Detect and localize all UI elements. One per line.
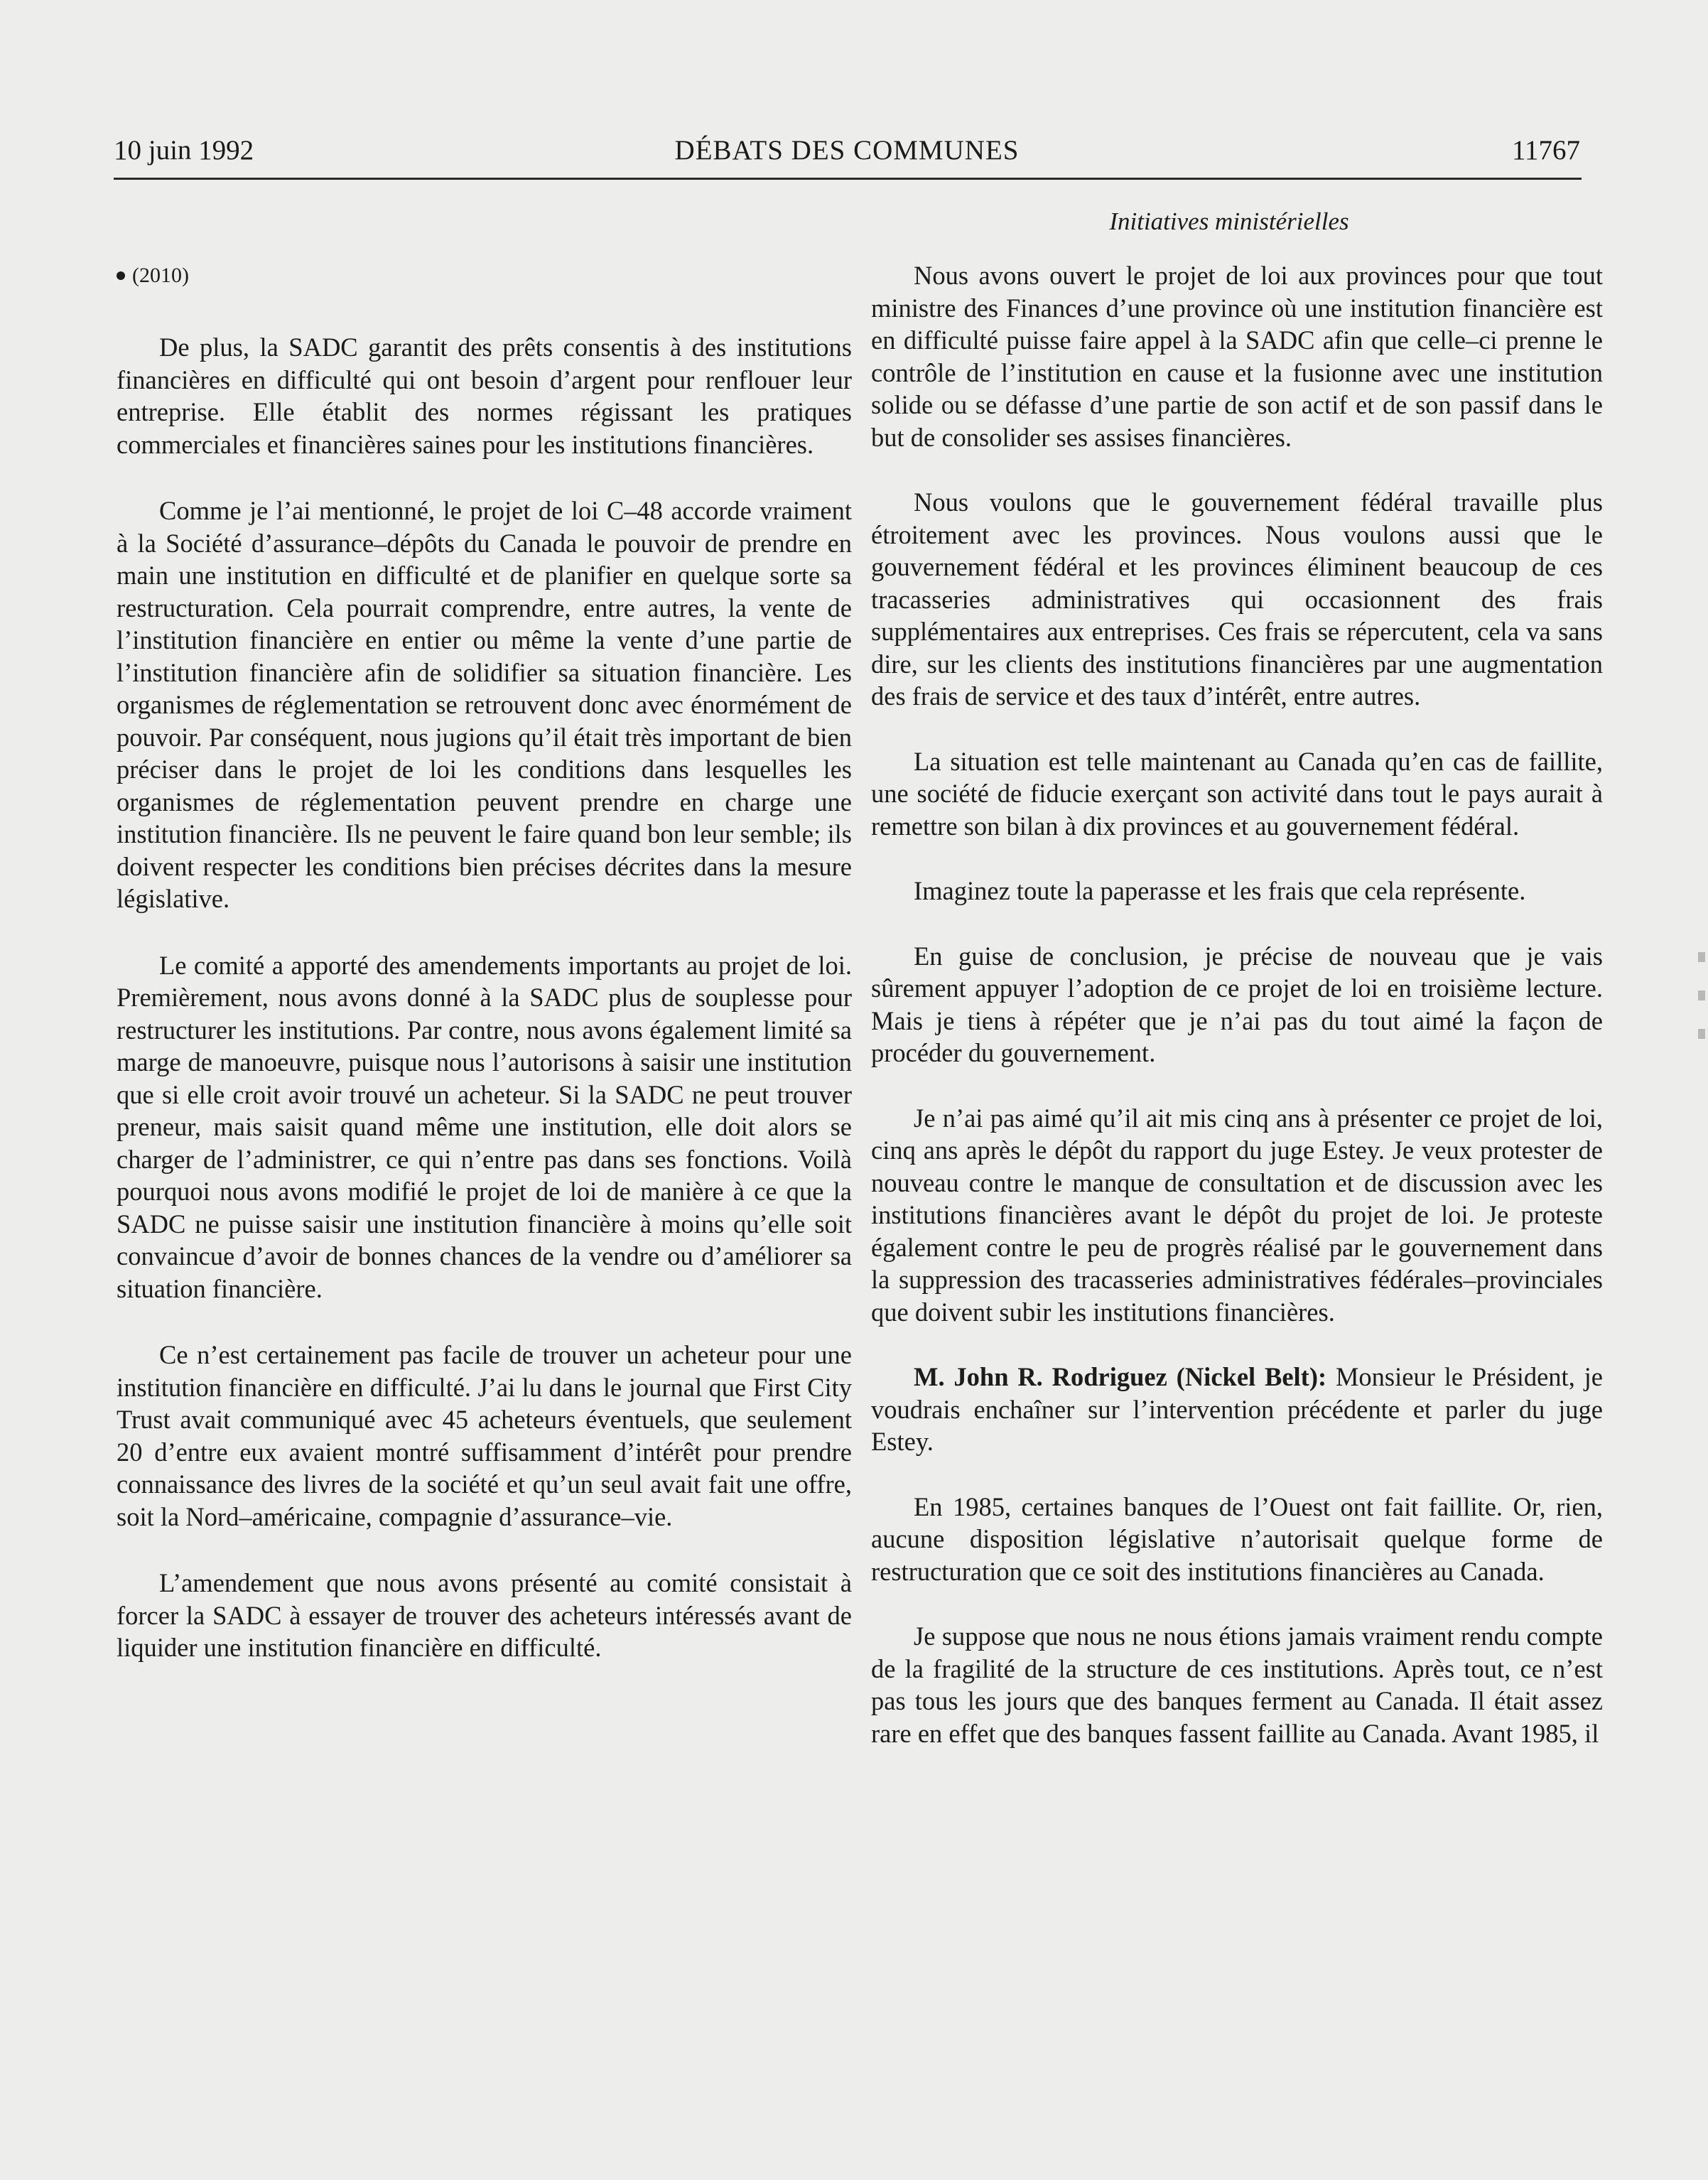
paragraph: En guise de conclusion, je précise de nouveau que je vais sûrement appuyer l’adoption de ce projet de loi en troisième lecture. Mais je tiens à répéter que je n’ai pas du tout aimé la façon de procéder du gouvernement. <box>871 941 1603 1067</box>
paragraph: Ce n’est certainement pas facile de trouver un acheteur pour une institution financière en difficulté. J’ai lu dans le journal que First City Trust avait communiqué avec 45 acheteurs éventuels, que seulement 20 d’entre eux avaient montré suffisamment d’intérêt pour prendre connaissance des livres de la société et qu’un seul avait fait une offre, soit la Nord–américaine, compagnie d’assurance–vie. <box>117 1340 852 1531</box>
paragraph: De plus, la SADC garantit des prêts consentis à des institutions financières en difficulté qui ont besoin d’argent pour renflouer leur entreprise. Elle établit des normes régissant les pratiques commerciales et financières saines pour les institutions financières. <box>117 333 852 459</box>
header-rule <box>114 178 1582 180</box>
paragraph: Je suppose que nous ne nous étions jamais vraiment rendu compte de la fragilité de la structure de ces institutions. Après tout, ce n’est pas tous les jours que des banques ferment au Canada. Il était assez rare en effet que des banques fassent faillite au Canada. Avant 1985, il <box>871 1621 1603 1748</box>
header-page-number: 11767 <box>1511 135 1580 166</box>
speaker-name: M. John R. Rodriguez (Nickel Belt): <box>914 1362 1327 1391</box>
time-mark <box>117 261 852 290</box>
paragraph: Imaginez toute la paperasse et les frais que cela représente. <box>914 876 1526 905</box>
time-mark-text: (2010) <box>132 264 189 287</box>
paragraph: Nous voulons que le gouvernement fédéral travaille plus étroitement avec les provinces. Nous voulons aussi que le gouvernement fédéral et les provinces éliminent beaucoup de ces tracasseries administratives qui occasionnent des frais supplémentaires aux entreprises. Ces frais se répercutent, cela va sans dire, sur les clients des institutions financières par une augmentation des frais de service et des taux d’intérêt, entre autres. <box>871 487 1603 711</box>
bullet-icon <box>117 271 125 280</box>
page-header <box>114 135 1580 175</box>
paragraph: Le comité a apporté des amendements importants au projet de loi. Premièrement, nous avons donné à la SADC plus de souplesse pour restructurer les institutions. Par contre, nous avons également limité sa marge de manoeuvre, puisque nous l’autorisons à saisir une institution que si elle croit avoir trouvé un acheteur. Si la SADC ne peut trouver preneur, mais saisit quand même une institution, elle doit alors se charger de l’administrer, ce qui n’entre pas dans ses fonctions. Voilà pourquoi nous avons modifié le projet de loi de manière à ce que la SADC ne puisse saisir une institution financière à moins qu’elle soit convaincue d’avoir de bonnes chances de la vendre ou d’améliorer sa situation financière. <box>117 950 852 1303</box>
speaker-paragraph <box>871 1361 1603 1458</box>
paragraph: Comme je l’ai mentionné, le projet de loi C–48 accorde vraiment à la Société d’assurance–dépôts du Canada le pouvoir de prendre en main une institution en difficulté et de planifier en quelque sorte sa restructuration. Cela pourrait comprendre, entre autres, la vente de l’institution financière en entier ou même la vente d’une partie de l’institution financière afin de solidifier sa situation financière. Les organismes de réglementation se retrouvent donc avec énormément de pouvoir. Par conséquent, nous jugions qu’il était très important de bien préciser dans le projet de loi les conditions dans lesquelles les organismes de réglementation peuvent prendre en charge une institution financière. Ils ne peuvent le faire quand bon leur semble; ils doivent respecter les conditions bien précises décrites dans la mesure législative. <box>117 496 852 913</box>
scan-mark <box>1698 1029 1705 1039</box>
speaker-text: Monsieur le Président, je voudrais enchaîner sur l’intervention précédente et parler du juge Estey. <box>871 1362 1603 1456</box>
section-label: Initiatives ministérielles <box>1109 207 1349 235</box>
scan-mark <box>1698 952 1705 962</box>
header-title: DÉBATS DES COMMUNES <box>674 135 1020 166</box>
paragraph: La situation est telle maintenant au Canada qu’en cas de faillite, une société de fiducie exerçant son activité dans tout le pays aurait à remettre son bilan à dix provinces et au gouvernement fédéral. <box>871 746 1603 841</box>
right-column <box>871 259 1603 1782</box>
header-date: 10 juin 1992 <box>114 135 254 166</box>
scan-mark <box>1698 991 1705 1000</box>
left-column <box>117 261 852 1698</box>
scan-margin-marks <box>1698 952 1708 1165</box>
paragraph: En 1985, certaines banques de l’Ouest ont fait faillite. Or, rien, aucune disposition législative n’autorisait quelque forme de restructuration que ce soit des institutions financières au Canada. <box>871 1491 1603 1586</box>
paragraph: L’amendement que nous avons présenté au comité consistait à forcer la SADC à essayer de trouver des acheteurs intéressés avant de liquider une institution financière en difficulté. <box>117 1568 852 1662</box>
paragraph: Nous avons ouvert le projet de loi aux provinces pour que tout ministre des Finances d’une province où une institution financière est en difficulté puisse faire appel à la SADC afin que celle–ci prenne le contrôle de l’institution en cause et la fusionne avec une institution solide ou se défasse d’une partie de son actif et de son passif dans le but de consolider ses assises financières. <box>871 261 1603 452</box>
paragraph: Je n’ai pas aimé qu’il ait mis cinq ans à présenter ce projet de loi, cinq ans après le dépôt du rapport du juge Estey. Je veux protester de nouveau contre le manque de consultation et de discussion avec les institutions financières avant le dépôt du projet de loi. Je proteste également contre le peu de progrès réalisé par le gouvernement dans la suppression des tracasseries administratives fédérales–provinciales que doivent subir les institutions financières. <box>871 1103 1603 1327</box>
